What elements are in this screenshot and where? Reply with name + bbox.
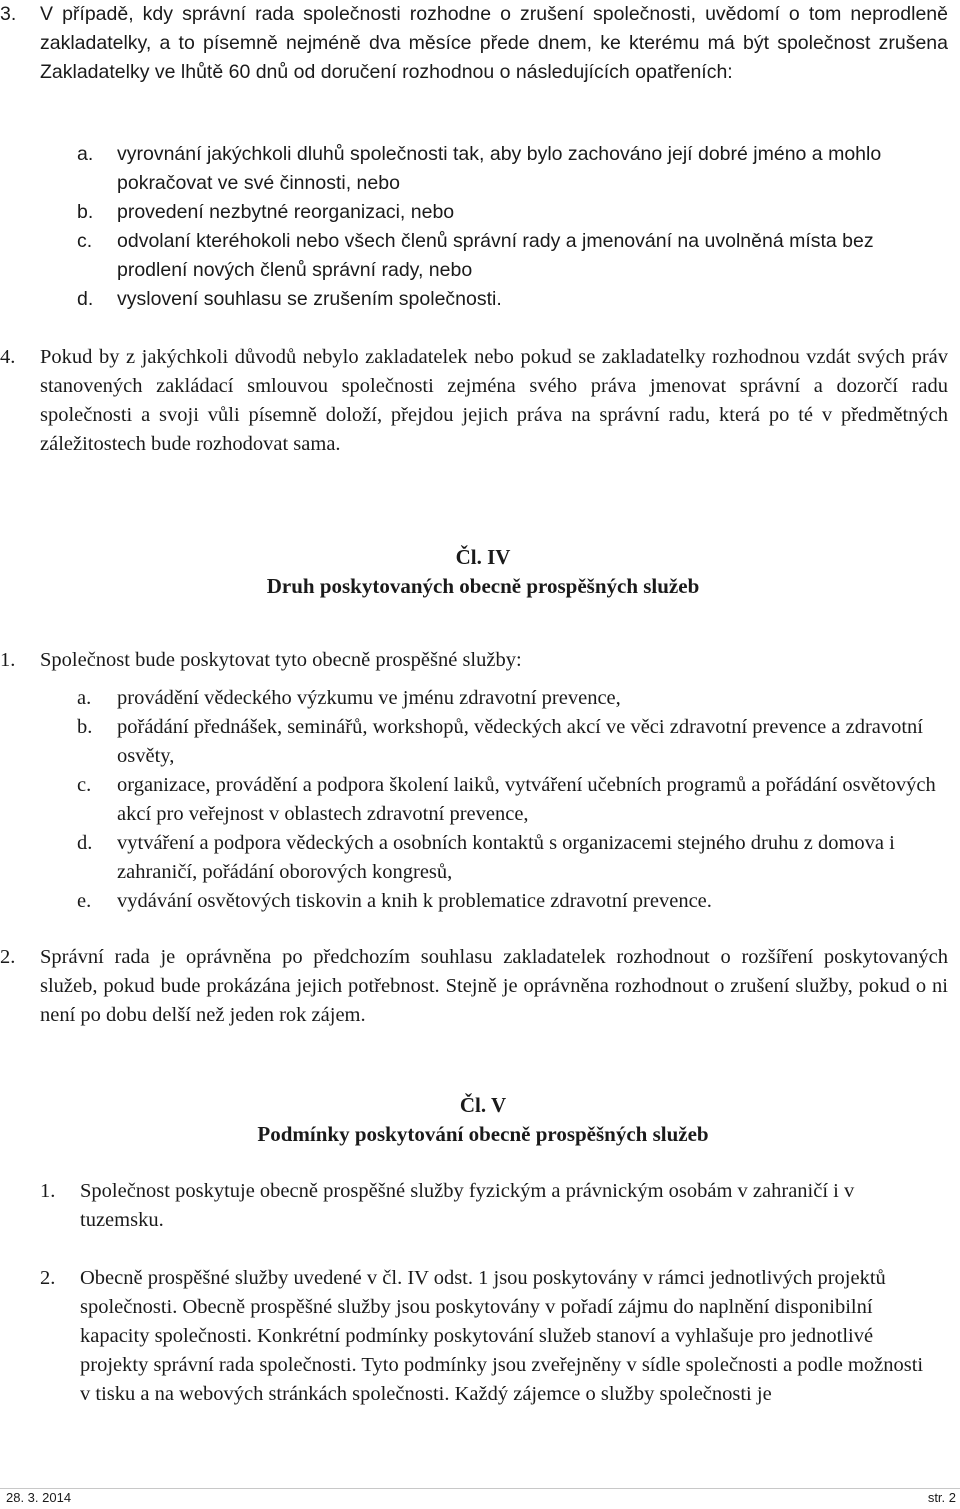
list-text: provedení nezbytné reorganizaci, nebo — [117, 201, 455, 223]
article-title: Druh poskytovaných obecně prospěšných služeb — [266, 574, 700, 598]
list-item — [0, 771, 948, 829]
list-label: c. — [77, 230, 93, 252]
list-label: b. — [77, 201, 94, 223]
list-item — [0, 713, 948, 771]
paragraph-3 — [0, 0, 948, 87]
list-text: organizace, provádění a podpora školení laiků, vytváření učebních programů a pořádání osvětových akcí pro veřejnost v oblastech zdravotní prevence, — [117, 774, 936, 825]
list-item — [0, 684, 948, 713]
list-text: vytváření a podpora vědeckých a osobních kontaktů s organizacemi stejného druhu z domova i zahraničí, pořádání oborových kongresů, — [117, 832, 895, 883]
footer-date: 28. 3. 2014 — [6, 1490, 72, 1505]
list-item — [0, 887, 948, 916]
paragraph-text: Obecně prospěšné služby uvedené v čl. IV odst. 1 jsou poskytovány v rámci jednotlivých projektů společnosti. Obecně prospěšné služby jsou poskytovány v pořadí zájmu do naplnění disponibilní kapacity společnosti. Konkrétní podmínky poskytování služeb stanoví a vyhlašuje pro jednotlivé projekty správní rada společnosti. Tyto podmínky jsou zveřejněny v sídle společnosti a podle možnosti v tisku a na webových stránkách společnosti. Každý zájemce o služby společnosti je — [80, 1267, 924, 1405]
list-text: pořádání přednášek, seminářů, workshopů, vědeckých akcí ve věci zdravotní prevence a zdravotní osvěty, — [117, 716, 924, 767]
paragraph-number: 2. — [0, 946, 16, 968]
paragraph-number: 1. — [40, 1180, 56, 1202]
list-label: b. — [77, 716, 93, 738]
list-label: a. — [77, 687, 92, 709]
paragraph-number: 4. — [0, 346, 16, 368]
paragraph-text: Pokud by z jakýchkoli důvodů nebylo zakladatelek nebo pokud se zakladatelky rozhodnou vzdát svých práv stanovených zakládací smlouvou společnosti zejména svého práva jmenovat správní a dozorčí radu společnosti a svoji vůli písemně doloží, přejdou jejich práva na správní radu, která po té v předmětných záležitostech bude rozhodovat sama. — [40, 346, 948, 455]
list-item — [0, 829, 948, 887]
paragraph-text: V případě, kdy správní rada společnosti rozhodne o zrušení společnosti, uvědomí o tom neprodleně zakladatelky, a to písemně nejméně dva měsíce přede dnem, ke kterému má být společnost zrušena Zakladatelky ve lhůtě 60 dnů od doručení rozhodnou o následujících opatřeních: — [40, 3, 948, 83]
list-item — [0, 198, 948, 227]
list-text: vydávání osvětových tiskovin a knih k problematice zdravotní prevence. — [117, 890, 712, 912]
list-4 — [0, 684, 948, 916]
page-number: str. 2 — [927, 1490, 956, 1505]
article-5-paragraph-1 — [0, 1177, 870, 1235]
article-5-paragraph-2 — [0, 1264, 930, 1409]
article-number: Čl. IV — [455, 545, 511, 569]
paragraph-text: Společnost bude poskytovat tyto obecně prospěšné služby: — [40, 649, 522, 671]
list-item — [0, 227, 948, 285]
paragraph-number: 2. — [40, 1267, 56, 1289]
article-4-paragraph-2 — [0, 943, 948, 1030]
list-item — [0, 285, 948, 314]
paragraph-number: 1. — [0, 649, 16, 671]
list-text: vyslovení souhlasu se zrušením společnosti. — [117, 288, 502, 310]
paragraph-number: 3. — [0, 3, 17, 25]
paragraph-4 — [0, 343, 948, 459]
list-label: c. — [77, 774, 92, 796]
list-label: a. — [77, 143, 94, 165]
paragraph-text: Společnost poskytuje obecně prospěšné služby fyzickým a právnickým osobám v zahraničí i v tuzemsku. — [80, 1180, 855, 1231]
footer-divider — [0, 1488, 960, 1489]
list-label: d. — [77, 832, 93, 854]
list-3 — [0, 140, 948, 314]
list-text: provádění vědeckého výzkumu ve jménu zdravotní prevence, — [117, 687, 621, 709]
list-label: d. — [77, 288, 94, 310]
article-number: Čl. V — [459, 1093, 507, 1117]
list-text: odvolaní kteréhokoli nebo všech členů správní rady a jmenování na uvolněná místa bez prodlení nových členů správní rady, nebo — [117, 230, 874, 281]
list-item — [0, 140, 948, 198]
list-text: vyrovnání jakýchkoli dluhů společnosti tak, aby bylo zachováno její dobré jméno a mohlo pokračovat ve své činnosti, nebo — [117, 143, 882, 194]
article-title: Podmínky poskytování obecně prospěšných služeb — [257, 1122, 709, 1146]
paragraph-text: Správní rada je oprávněna po předchozím souhlasu zakladatelek rozhodnout o rozšíření poskytovaných služeb, pokud bude prokázána jejich potřebnost. Stejně je oprávněna rozhodnout o zrušení služby, pokud o ni není po dobu delší než jeden rok zájem. — [40, 946, 948, 1026]
list-label: e. — [77, 890, 92, 912]
article-4-paragraph-1 — [0, 646, 948, 675]
